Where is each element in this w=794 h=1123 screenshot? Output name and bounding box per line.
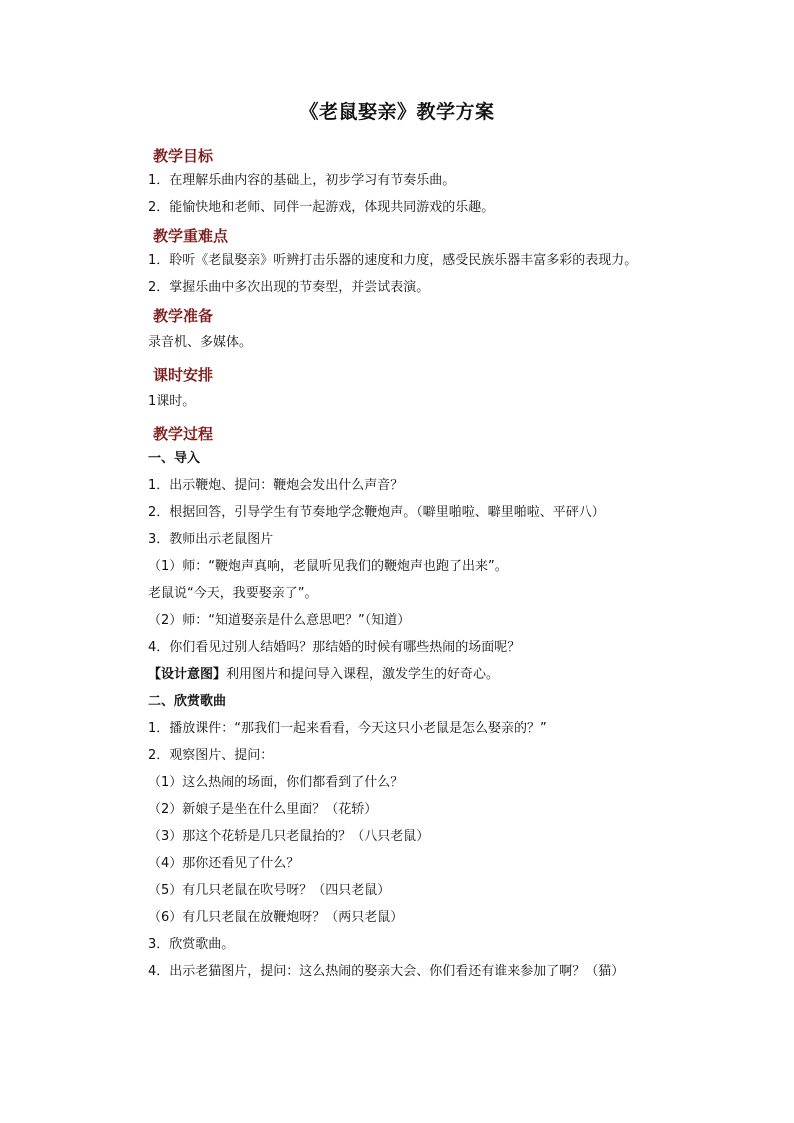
section-heading-key-points: 教学重难点 — [153, 227, 229, 245]
key-point-item-2: 2．掌握乐曲中多次出现的节奏型，并尝试表演。 — [148, 280, 430, 295]
part2-item-5: （3）那这个花轿是几只老鼠抬的？（八只老鼠） — [148, 829, 430, 844]
part2-item-2: 2．观察图片、提问： — [148, 748, 274, 763]
part1-item-3: 3．教师出示老鼠图片 — [148, 532, 274, 547]
part2-item-9: 3．欣赏歌曲。 — [148, 937, 235, 952]
part2-item-10: 4．出示老猫图片，提问：这么热闹的娶亲大会、你们看还有谁来参加了啊？（猫） — [148, 964, 625, 979]
document-title: 《老鼠娶亲》教学方案 — [299, 101, 495, 123]
part2-item-3: （1）这么热闹的场面，你们都看到了什么？ — [148, 775, 404, 790]
key-point-item-1: 1．聆听《老鼠娶亲》听辨打击乐器的速度和力度，感受民族乐器丰富多彩的表现力。 — [148, 253, 638, 268]
part1-item-1: 1．出示鞭炮、提问：鞭炮会发出什么声音？ — [148, 478, 404, 493]
part2-item-4: （2）新娘子是坐在什么里面？（花轿） — [148, 802, 378, 817]
goal-item-2: 2．能愉快地和老师、同伴一起游戏，体现共同游戏的乐趣。 — [148, 200, 495, 215]
document-body — [148, 140, 708, 990]
design-intent — [148, 666, 708, 683]
part2-item-7: （5）有几只老鼠在吹号呀？（四只老鼠） — [148, 883, 391, 898]
section-heading-schedule: 课时安排 — [153, 366, 214, 384]
part1-item-4: （1）师：“鞭炮声真响，老鼠听见我们的鞭炮声也跑了出来”。 — [148, 559, 508, 574]
part2-item-6: （4）那你还看见了什么？ — [148, 856, 300, 871]
part2-item-1: 1．播放课件：“那我们一起来看看，今天这只小老鼠是怎么娶亲的？” — [148, 721, 547, 736]
part1-item-6: （2）师：“知道娶亲是什么意思吧？”（知道） — [148, 613, 411, 628]
part1-item-2: 2．根据回答，引导学生有节奏地学念鞭炮声。（噼里啪啦、噼里啪啦、平砰八） — [148, 505, 605, 520]
part2-item-8: （6）有几只老鼠在放鞭炮呀？（两只老鼠） — [148, 910, 404, 925]
part1-item-7: 4．你们看见过别人结婚吗？那结婚的时候有哪些热闹的场面呢？ — [148, 640, 521, 655]
section-heading-goals: 教学目标 — [153, 147, 214, 165]
section-heading-preparation: 教学准备 — [153, 307, 214, 325]
preparation-text: 录音机、多媒体。 — [148, 335, 253, 350]
design-intent-text: 利用图片和提问导入课程，激发学生的好奇心。 — [226, 667, 500, 682]
part1-item-5: 老鼠说“今天，我要娶亲了”。 — [148, 586, 318, 601]
part2-heading: 二、欣赏歌曲 — [148, 694, 227, 709]
section-heading-process: 教学过程 — [153, 425, 214, 443]
goal-item-1: 1．在理解乐曲内容的基础上，初步学习有节奏乐曲。 — [148, 173, 456, 188]
part1-heading: 一、导入 — [148, 451, 201, 466]
schedule-text: 1课时。 — [148, 394, 196, 409]
design-intent-label: 【设计意图】 — [148, 667, 227, 682]
